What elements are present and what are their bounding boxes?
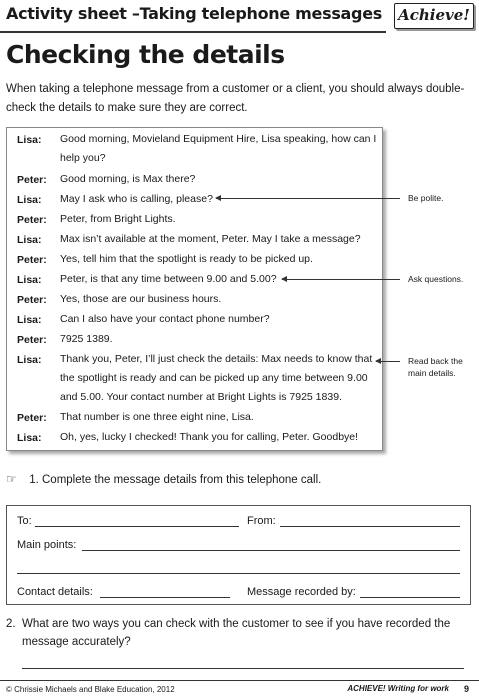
annotation-read-back: Read back the main details. [408, 356, 463, 378]
activity-sheet-title: Activity sheet –Taking telephone messages [6, 4, 382, 23]
contact-details-field[interactable] [100, 597, 230, 598]
task-1-number: 1. [29, 474, 39, 486]
annotation-ask-questions: Ask questions. [408, 274, 464, 284]
dialogue-speaker: Lisa: [17, 354, 42, 366]
main-points-label: Main points: [17, 539, 77, 551]
intro-paragraph: When taking a telephone message from a customer or a client, you should always double-check the details to make sure they are correct. [6, 83, 465, 114]
dialogue-line: Good morning, Movieland Equipment Hire, Lisa speaking, how can I help you? [60, 133, 377, 164]
copyright-text: © Chrissie Michaels and Blake Education, 2012 [6, 685, 175, 694]
dialogue-box [6, 127, 383, 451]
message-form [6, 505, 471, 605]
dialogue-line: Max isn’t available at the moment, Peter. May I take a message? [60, 233, 361, 245]
dialogue-line: 7925 1389. [60, 333, 113, 345]
dialogue-speaker: Peter: [17, 254, 47, 266]
dialogue-speaker: Lisa: [17, 134, 42, 146]
footer-divider [0, 680, 479, 681]
arrow-left-icon [282, 279, 400, 280]
dialogue-speaker: Peter: [17, 412, 47, 424]
dialogue-line: Can I also have your contact phone number? [60, 313, 270, 325]
dialogue-speaker: Lisa: [17, 274, 42, 286]
header-divider [0, 31, 386, 33]
dialogue-line: Oh, yes, lucky I checked! Thank you for calling, Peter. Goodbye! [60, 431, 359, 443]
dialogue-line: Thank you, Peter, I’ll just check the details: Max needs to know that the spotlight is ready and can be picked up any time between 9.00 and 5.00. Your contact number at Bright Lights is 7925 1839. [60, 353, 373, 403]
dialogue-speaker: Lisa: [17, 314, 42, 326]
task-2-answer-field[interactable] [22, 668, 464, 669]
pointing-hand-icon: ☞ [6, 472, 17, 486]
from-label: From: [247, 515, 276, 527]
dialogue-line: Good morning, is Max there? [60, 173, 196, 185]
dialogue-speaker: Lisa: [17, 234, 42, 246]
achieve-badge: Achieve! [394, 3, 474, 29]
task-1 [6, 472, 321, 486]
task-1-text: Complete the message details from this telephone call. [42, 474, 322, 486]
from-field[interactable] [280, 526, 460, 527]
page-header [0, 0, 479, 36]
dialogue-line: Yes, those are our business hours. [60, 293, 222, 305]
task-2-text: What are two ways you can check with the customer to see if you have recorded the message accurately? [22, 618, 451, 648]
page-number: 9 [463, 684, 469, 694]
task-2-number: 2. [6, 618, 16, 630]
page-title: Checking the details [6, 40, 285, 69]
series-title: ACHIEVE! Writing for work [347, 684, 449, 693]
main-points-field-line-2[interactable] [17, 573, 460, 574]
annotation-be-polite: Be polite. [408, 193, 444, 203]
arrow-left-icon [376, 361, 400, 362]
dialogue-line: That number is one three eight nine, Lisa. [60, 411, 254, 423]
dialogue-line: May I ask who is calling, please? [60, 193, 213, 205]
main-points-field[interactable] [82, 550, 460, 551]
contact-details-label: Contact details: [17, 586, 93, 598]
dialogue-speaker: Lisa: [17, 432, 42, 444]
dialogue-speaker: Peter: [17, 294, 47, 306]
message-recorded-field[interactable] [360, 597, 460, 598]
message-recorded-label: Message recorded by: [247, 586, 356, 598]
dialogue-speaker: Peter: [17, 214, 47, 226]
dialogue-line: Peter, is that any time between 9.00 and 5.00? [60, 273, 277, 285]
arrow-left-icon [216, 198, 400, 199]
to-field[interactable] [35, 526, 239, 527]
dialogue-line: Peter, from Bright Lights. [60, 213, 176, 225]
dialogue-speaker: Lisa: [17, 194, 42, 206]
dialogue-line: Yes, tell him that the spotlight is ready to be picked up. [60, 253, 313, 265]
dialogue-speaker: Peter: [17, 174, 47, 186]
dialogue-speaker: Peter: [17, 334, 47, 346]
to-label: To: [17, 515, 32, 527]
